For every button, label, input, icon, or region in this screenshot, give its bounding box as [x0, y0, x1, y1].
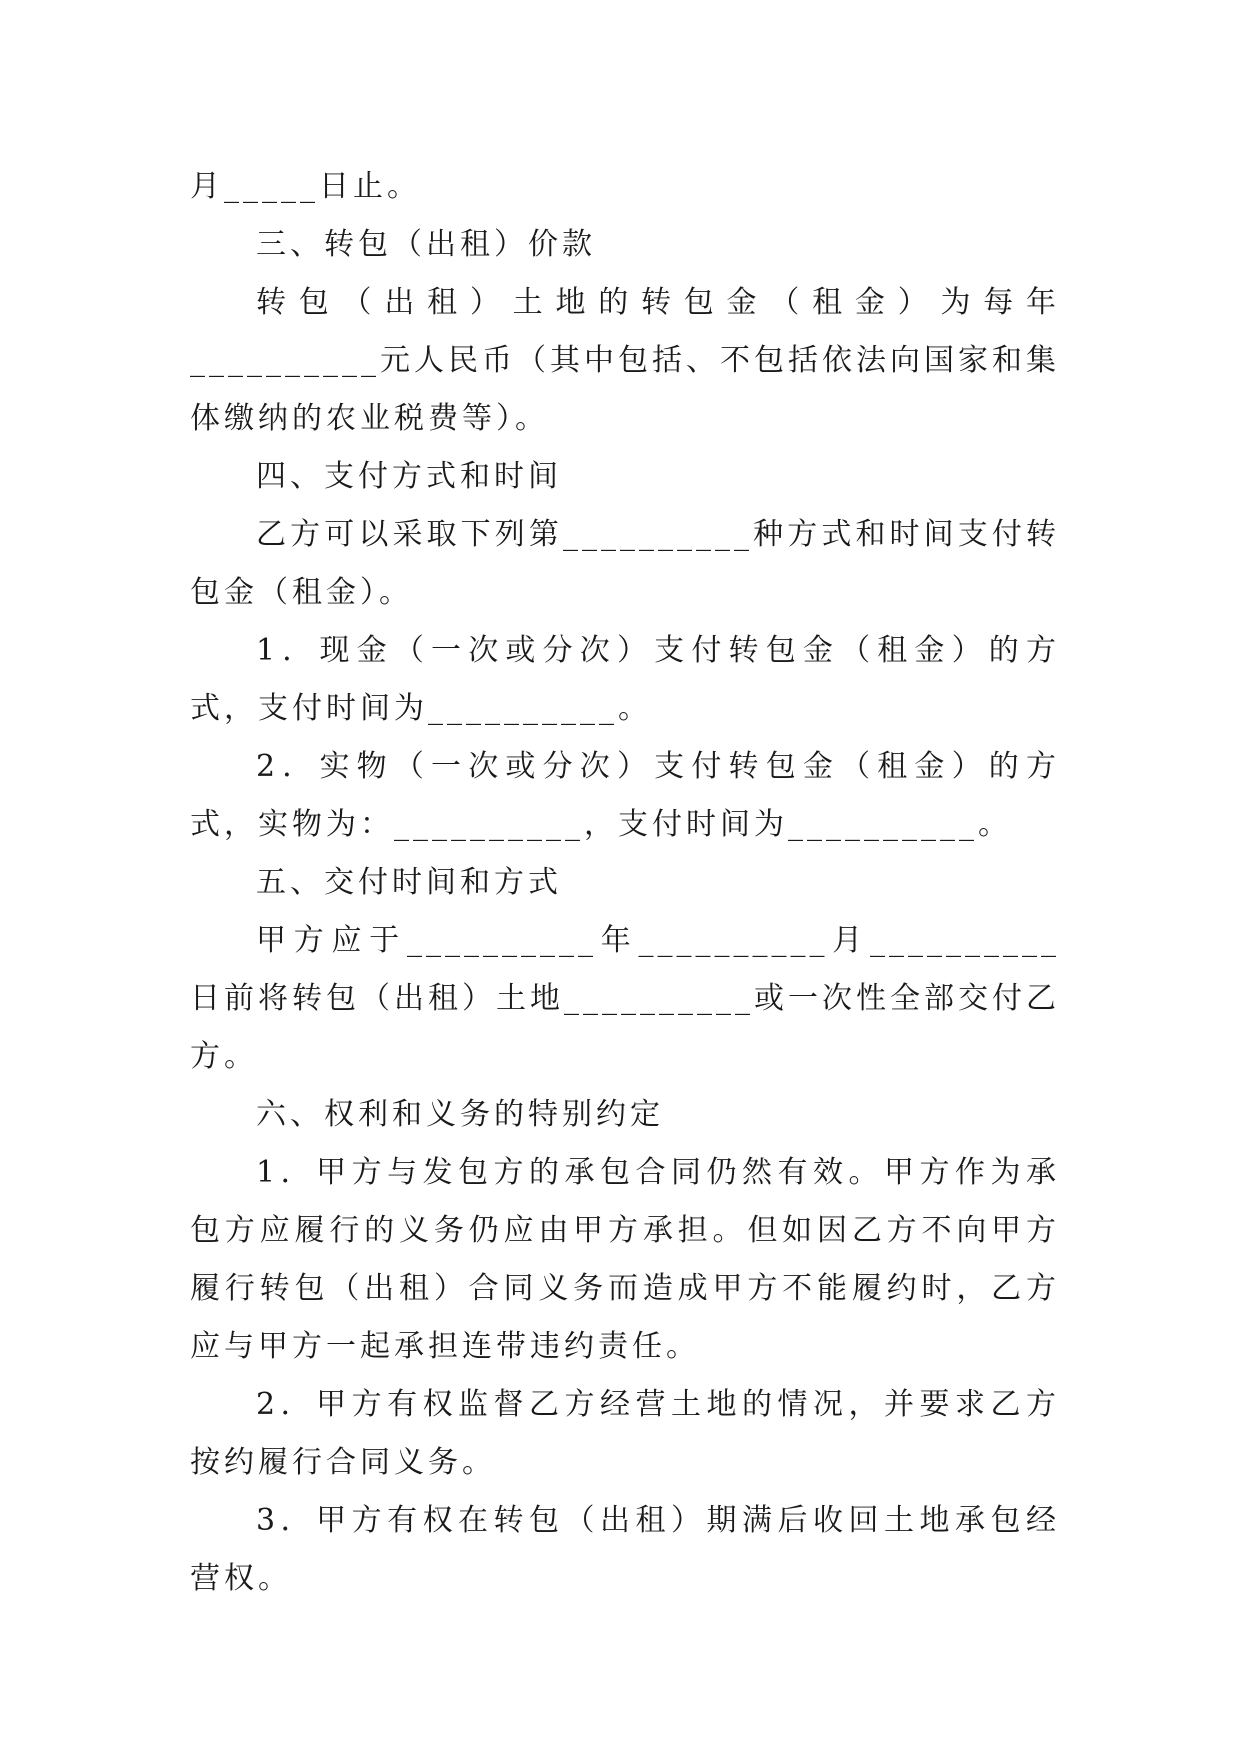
- heading-rights-obligations: 六、权利和义务的特别约定: [256, 1097, 664, 1132]
- paragraph-cash-payment: 1．现金（一次或分次）支付转包金（租金）的方式，支付时间为__________。: [190, 633, 1060, 726]
- paragraph-in-kind-payment: 2．实物（一次或分次）支付转包金（租金）的方式，实物为：__________，支付时间为__________。: [190, 749, 1060, 842]
- heading-price: 三、转包（出租）价款: [256, 227, 596, 262]
- paragraph-right-1: 1．甲方与发包方的承包合同仍然有效。甲方作为承包方应履行的义务仍应由甲方承担。但如因乙方不向甲方履行转包（出租）合同义务而造成甲方不能履约时，乙方应与甲方一起承担连带违约责任。: [190, 1155, 1060, 1364]
- paragraph-right-3: 3．甲方有权在转包（出租）期满后收回土地承包经营权。: [190, 1503, 1060, 1596]
- document-body: [190, 158, 1060, 1608]
- paragraph-delivery: 甲方应于__________年__________月__________日前将转包（出租）土地__________或一次性全部交付乙方。: [190, 923, 1060, 1074]
- heading-payment: 四、支付方式和时间: [256, 459, 562, 494]
- paragraph-right-2: 2．甲方有权监督乙方经营土地的情况，并要求乙方按约履行合同义务。: [190, 1387, 1060, 1480]
- paragraph-price: 转包（出租）土地的转包金（租金）为每年__________元人民币（其中包括、不包括依法向国家和集体缴纳的农业税费等）。: [190, 285, 1060, 436]
- heading-delivery: 五、交付时间和方式: [256, 865, 562, 900]
- paragraph-payment-option: 乙方可以采取下列第__________种方式和时间支付转包金（租金）。: [190, 517, 1060, 610]
- paragraph-end-date: 月_____日止。: [190, 169, 421, 204]
